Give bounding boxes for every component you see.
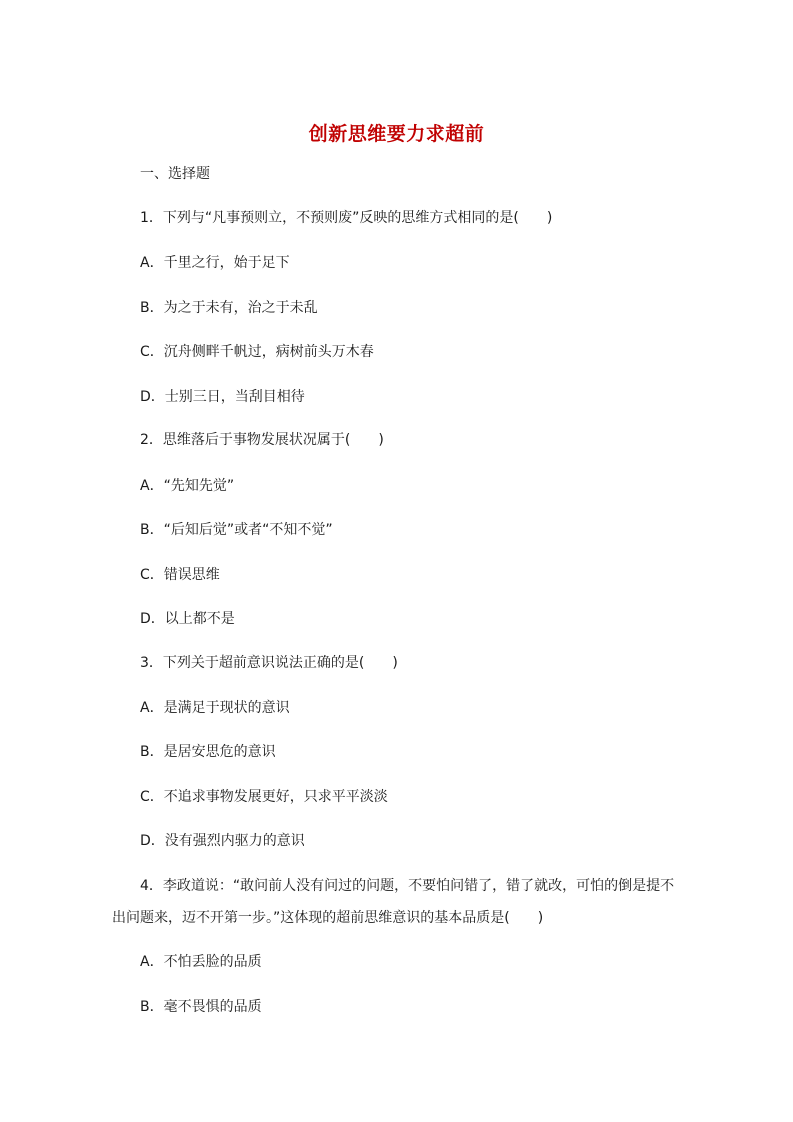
question-2-option-d: D．以上都不是	[140, 611, 235, 627]
question-4-option-a: A．不怕丢脸的品质	[140, 954, 262, 970]
question-2-option-b: B．“后知后觉”或者“不知不觉”	[140, 522, 333, 538]
question-1-stem: 1．下列与“凡事预则立，不预则废”反映的思维方式相同的是( )	[140, 210, 553, 226]
question-4-stem-line-1: 4．李政道说：“敢问前人没有问过的问题，不要怕问错了，错了就改，可怕的倒是提不	[140, 878, 675, 894]
question-1-option-a: A．千里之行，始于足下	[140, 255, 290, 271]
section-heading: 一、选择题	[140, 166, 210, 182]
question-4-stem-line-2: 出问题来，迈不开第一步。”这体现的超前思维意识的基本品质是( )	[112, 910, 544, 926]
question-1-option-b: B．为之于未有，治之于未乱	[140, 300, 318, 316]
question-2-option-c: C．错误思维	[140, 567, 220, 583]
question-3-option-d: D．没有强烈内驱力的意识	[140, 833, 305, 849]
question-1-option-c: C．沉舟侧畔千帆过，病树前头万木春	[140, 344, 374, 360]
question-4-option-b: B．毫不畏惧的品质	[140, 999, 262, 1015]
question-3-option-a: A．是满足于现状的意识	[140, 700, 290, 716]
question-1-option-d: D．士别三日，当刮目相待	[140, 389, 305, 405]
question-3-option-b: B．是居安思危的意识	[140, 744, 276, 760]
question-3-stem: 3．下列关于超前意识说法正确的是( )	[140, 655, 398, 671]
question-2-stem: 2．思维落后于事物发展状况属于( )	[140, 432, 384, 448]
document-title: 创新思维要力求超前	[308, 123, 485, 145]
question-2-option-a: A．“先知先觉”	[140, 478, 235, 494]
question-3-option-c: C．不追求事物发展更好，只求平平淡淡	[140, 789, 388, 805]
